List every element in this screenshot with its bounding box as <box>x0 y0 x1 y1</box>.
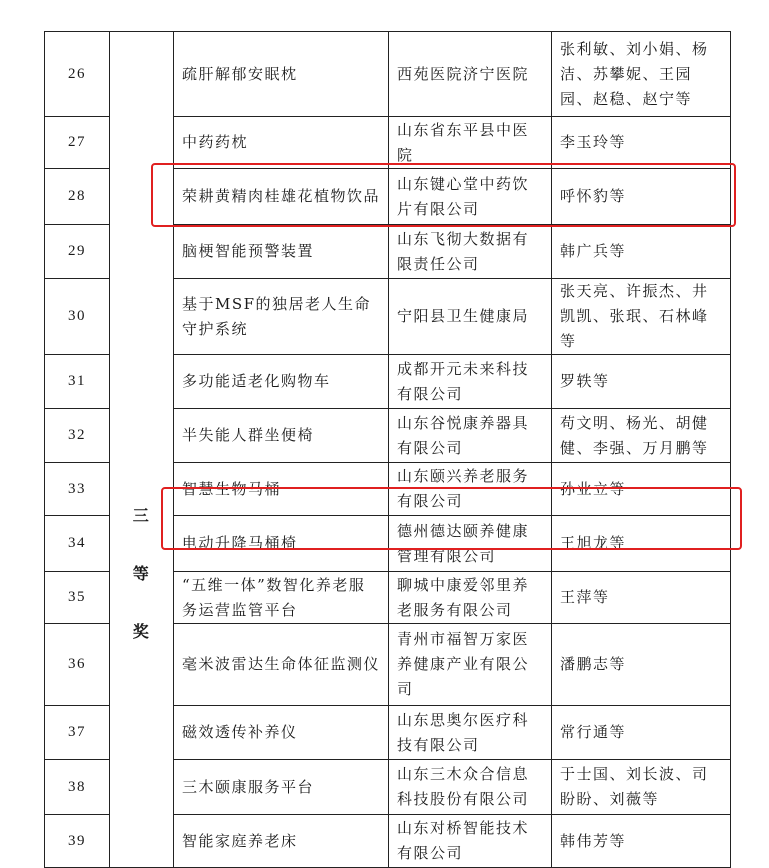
awards-table <box>44 31 731 868</box>
row-number: 35 <box>45 572 110 624</box>
person-names: 罗轶等 <box>552 355 731 409</box>
row-number: 39 <box>45 815 110 868</box>
project-name: 荣耕黄精肉桂雄花植物饮品 <box>174 169 389 225</box>
unit-name: 山东颐兴养老服务有限公司 <box>389 463 552 516</box>
row-number: 34 <box>45 516 110 572</box>
person-names: 李玉玲等 <box>552 117 731 169</box>
unit-name: 山东省东平县中医院 <box>389 117 552 169</box>
award-grade-char: 奖 <box>132 621 151 641</box>
unit-name: 山东飞彻大数据有限责任公司 <box>389 225 552 279</box>
row-number: 27 <box>45 117 110 169</box>
project-name: “五维一体”数智化养老服务运营监管平台 <box>174 572 389 624</box>
award-grade-cell <box>110 32 174 868</box>
row-number: 36 <box>45 624 110 706</box>
person-names: 于士国、刘长波、司盼盼、刘薇等 <box>552 760 731 815</box>
project-name: 疏肝解郁安眠枕 <box>174 32 389 117</box>
project-name: 中药药枕 <box>174 117 389 169</box>
unit-name: 成都开元未来科技有限公司 <box>389 355 552 409</box>
highlight-box-row-34 <box>161 487 742 550</box>
person-names: 常行通等 <box>552 706 731 760</box>
row-number: 37 <box>45 706 110 760</box>
table-row <box>45 32 731 117</box>
row-number: 28 <box>45 169 110 225</box>
project-name: 智能家庭养老床 <box>174 815 389 868</box>
unit-name: 山东键心堂中药饮片有限公司 <box>389 169 552 225</box>
unit-name: 山东对桥智能技术有限公司 <box>389 815 552 868</box>
unit-name: 宁阳县卫生健康局 <box>389 279 552 355</box>
row-number: 29 <box>45 225 110 279</box>
unit-name: 山东三木众合信息科技股份有限公司 <box>389 760 552 815</box>
project-name: 多功能适老化购物车 <box>174 355 389 409</box>
project-name: 半失能人群坐便椅 <box>174 409 389 463</box>
person-names: 王旭龙等 <box>552 516 731 572</box>
person-names: 潘鹏志等 <box>552 624 731 706</box>
project-name: 脑梗智能预警装置 <box>174 225 389 279</box>
row-number: 31 <box>45 355 110 409</box>
award-grade-char: 三 <box>132 505 151 525</box>
project-name: 基于MSF的独居老人生命守护系统 <box>174 279 389 355</box>
person-names: 苟文明、杨光、胡健健、李强、万月鹏等 <box>552 409 731 463</box>
row-number: 33 <box>45 463 110 516</box>
project-name: 电动升降马桶椅 <box>174 516 389 572</box>
unit-name: 青州市福智万家医养健康产业有限公司 <box>389 624 552 706</box>
unit-name: 山东思奥尔医疗科技有限公司 <box>389 706 552 760</box>
project-name: 三木颐康服务平台 <box>174 760 389 815</box>
unit-name: 德州德达颐养健康管理有限公司 <box>389 516 552 572</box>
project-name: 磁效透传补养仪 <box>174 706 389 760</box>
project-name: 智慧生物马桶 <box>174 463 389 516</box>
person-names: 孙业立等 <box>552 463 731 516</box>
unit-name: 西苑医院济宁医院 <box>389 32 552 117</box>
row-number: 38 <box>45 760 110 815</box>
project-name: 毫米波雷达生命体征监测仪 <box>174 624 389 706</box>
highlight-box-row-28 <box>151 163 736 227</box>
person-names: 王萍等 <box>552 572 731 624</box>
award-grade-char: 等 <box>132 563 151 583</box>
person-names: 呼怀豹等 <box>552 169 731 225</box>
row-number: 32 <box>45 409 110 463</box>
person-names: 张利敏、刘小娟、杨洁、苏攀妮、王园园、赵稳、赵宁等 <box>552 32 731 117</box>
row-number: 26 <box>45 32 110 117</box>
person-names: 韩伟芳等 <box>552 815 731 868</box>
person-names: 张天亮、许振杰、井凯凯、张珉、石林峰等 <box>552 279 731 355</box>
person-names: 韩广兵等 <box>552 225 731 279</box>
row-number: 30 <box>45 279 110 355</box>
unit-name: 山东谷悦康养器具有限公司 <box>389 409 552 463</box>
unit-name: 聊城中康爱邻里养老服务有限公司 <box>389 572 552 624</box>
